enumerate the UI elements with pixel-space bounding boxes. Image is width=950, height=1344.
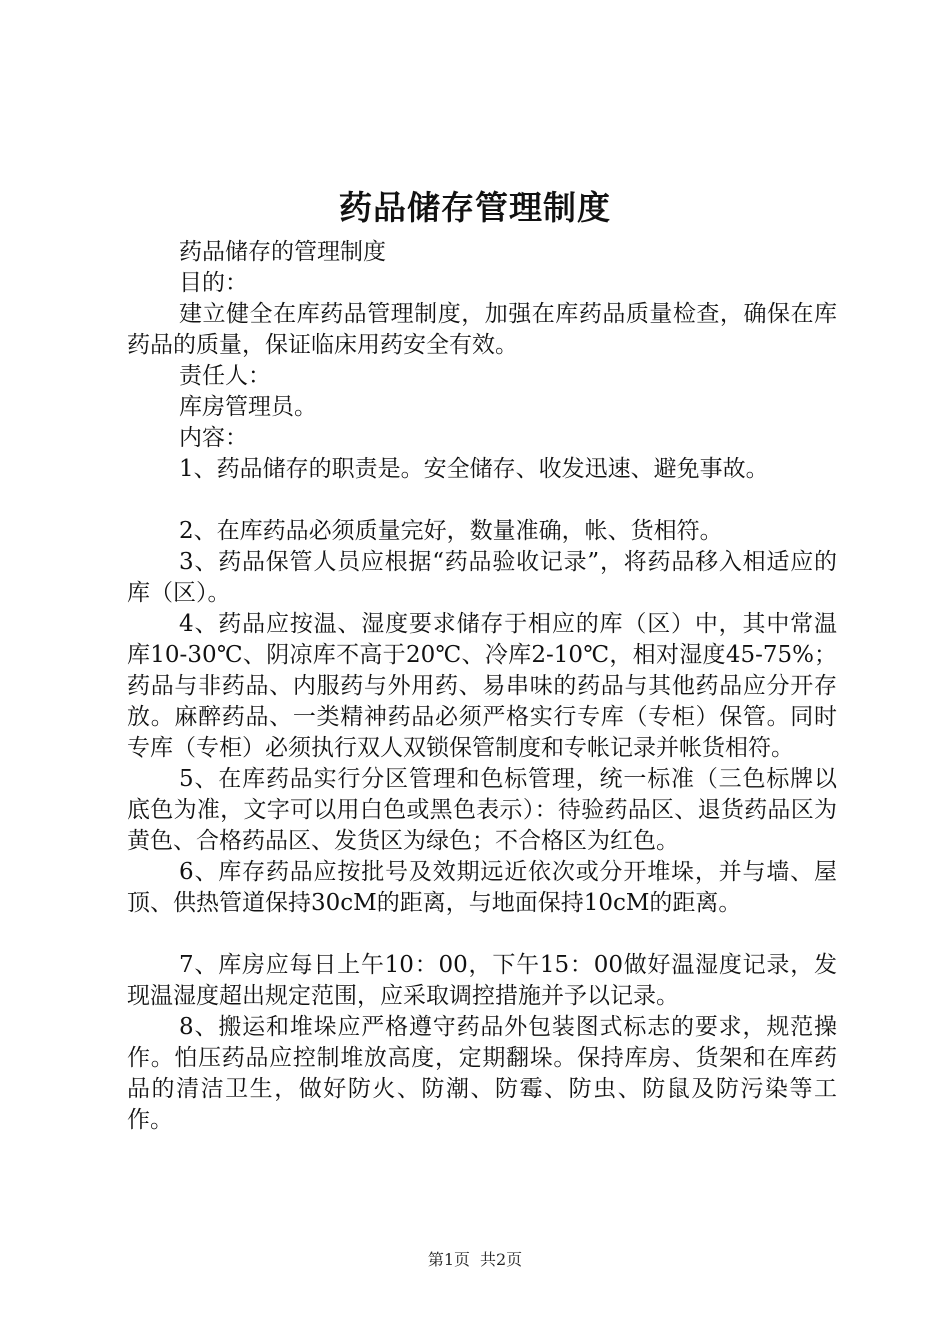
paragraph-subtitle: 药品储存的管理制度 [179,239,386,265]
paragraph-responsible-heading: 责任人： [179,363,271,389]
paragraph-item-4: 4、药品应按温、湿度要求储存于相应的库（区）中，其中常温库10-30℃、阴凉库不高于20℃、冷库2-10℃，相对湿度45-75%；药品与非药品、内服药与外用药、易串味的药品与其他药品应分开存放。麻醉药品、一类精神药品必须严格实行专库（专柜）保管。同时专库（专柜）必须执行双人双锁保管制度和专帐记录并帐货相符。 [127,611,837,761]
page-total: 共2页 [480,1250,523,1269]
paragraph-item-8: 8、搬运和堆垛应严格遵守药品外包装图式标志的要求，规范操作。怕压药品应控制堆放高度，定期翻垛。保持库房、货架和在库药品的清洁卫生，做好防火、防潮、防霉、防虫、防鼠及防污染等工作。 [127,1014,837,1133]
paragraph-content-heading: 内容： [179,425,248,451]
paragraph-item-3: 3、药品保管人员应根据“药品验收记录”，将药品移入相适应的库（区）。 [127,549,837,606]
page-footer [0,1248,950,1272]
paragraph-item-1: 1、药品储存的职责是。安全储存、收发迅速、避免事故。 [179,456,769,482]
paragraph-item-6: 6、库存药品应按批号及效期远近依次或分开堆垛，并与墙、屋顶、供热管道保持30cM的距离，与地面保持10cM的距离。 [127,859,837,916]
document-title: 药品储存管理制度 [339,188,611,227]
paragraph-item-2: 2、在库药品必须质量完好，数量准确，帐、货相符。 [179,518,723,544]
paragraph-responsible: 库房管理员。 [179,394,317,420]
page-number: 第1页 [427,1250,470,1269]
paragraph-purpose-heading: 目的： [179,270,248,296]
paragraph-item-7: 7、库房应每日上午10：00，下午15：00做好温湿度记录，发现温湿度超出规定范围，应采取调控措施并予以记录。 [127,952,837,1009]
document-body [127,237,837,1136]
paragraph-item-5: 5、在库药品实行分区管理和色标管理，统一标准（三色标牌以底色为准，文字可以用白色或黑色表示）：待验药品区、退货药品区为黄色、合格药品区、发货区为绿色；不合格区为红色。 [127,766,837,854]
paragraph-purpose: 建立健全在库药品管理制度，加强在库药品质量检查，确保在库药品的质量，保证临床用药安全有效。 [127,301,837,358]
